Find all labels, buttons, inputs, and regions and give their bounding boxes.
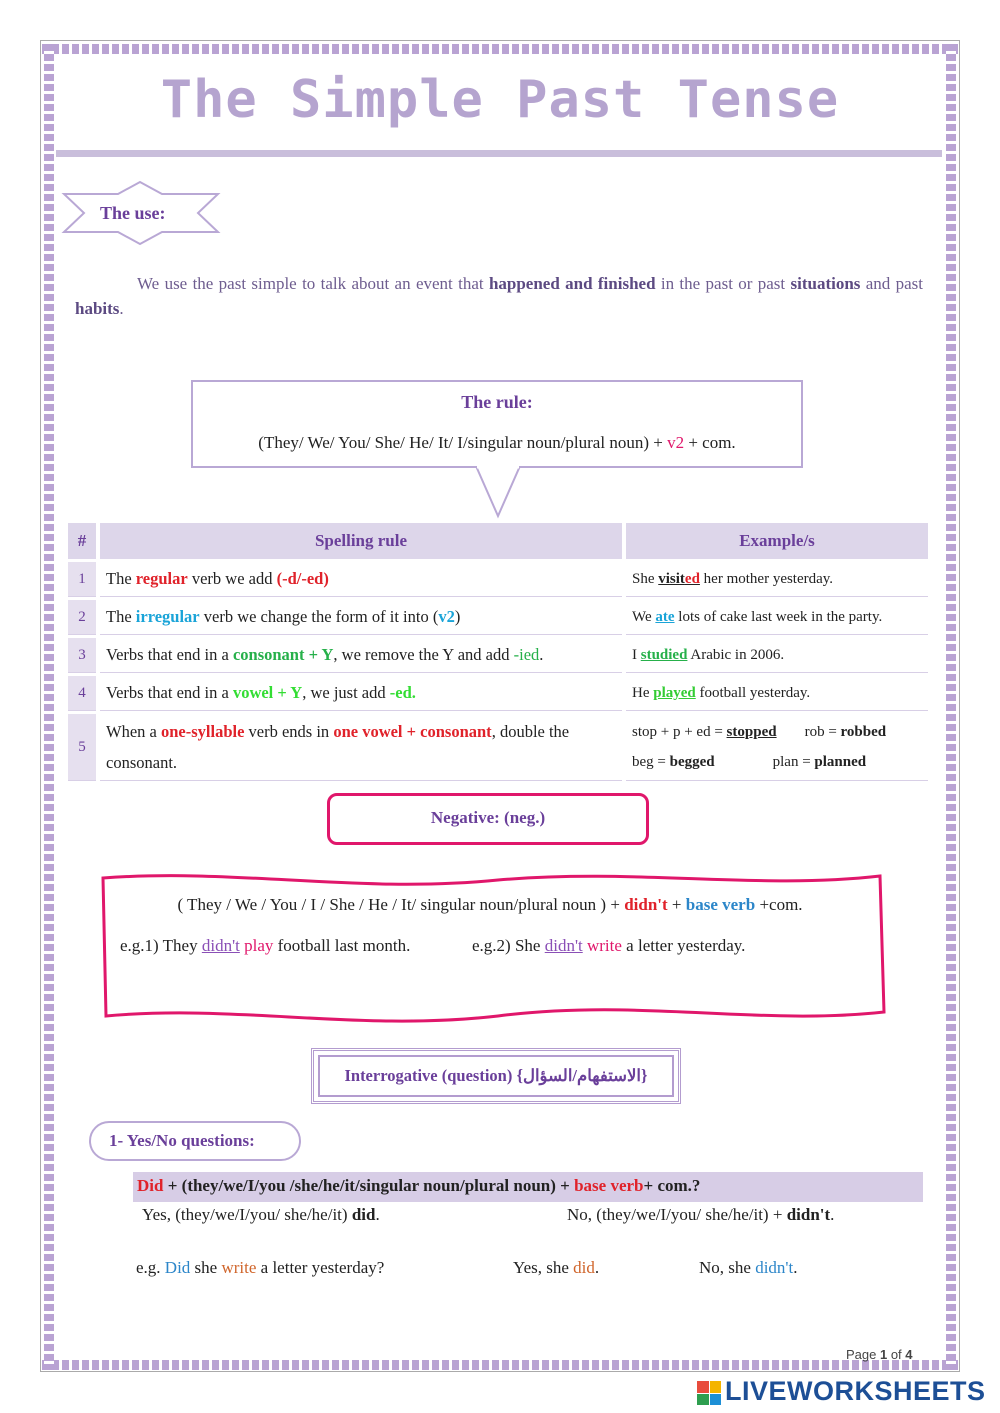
border-right [946, 44, 956, 1370]
rule-highlight: one vowel + consonant [333, 722, 492, 741]
rule-highlight: -ed. [389, 683, 416, 702]
use-text-1: We use the past simple to talk about an event that [137, 274, 489, 293]
short-answer-yes [142, 1205, 380, 1225]
page-text: Page [846, 1347, 880, 1362]
example-text: her mother yesterday. [699, 570, 834, 587]
eg-text: e.g.2) She [472, 936, 545, 955]
rule-text: verb we add [187, 569, 277, 588]
rule-callout [191, 380, 803, 468]
rule-cell [100, 638, 622, 673]
example-answer-no [699, 1258, 797, 1278]
rule-highlight: irregular [135, 607, 200, 626]
q-base-verb: base verb [574, 1176, 644, 1195]
border-top [42, 44, 958, 54]
border-bottom [42, 1360, 958, 1370]
eg-text: No, she [699, 1258, 756, 1277]
neg-didnt: didn't [624, 895, 668, 914]
question-formula [133, 1172, 923, 1202]
ans-text: . [830, 1205, 835, 1224]
rule-text: When a [106, 722, 161, 741]
page-text: of [887, 1347, 906, 1362]
eg-text: e.g.1) They [120, 936, 202, 955]
page-number [846, 1347, 913, 1362]
example-verb: studied [640, 646, 688, 663]
neg-com: +com. [755, 895, 803, 914]
table-row [68, 714, 928, 781]
eg-text: she [190, 1258, 222, 1277]
table-header-rule: Spelling rule [100, 523, 622, 559]
page-title: The Simple Past Tense [160, 70, 840, 130]
rule-highlight: vowel + Y [232, 683, 303, 702]
rule-cell [100, 676, 622, 711]
eg-text: a letter yesterday? [256, 1258, 385, 1277]
page-current: 1 [879, 1347, 888, 1362]
rule-text: The [106, 607, 136, 626]
rule-text: , we just add [302, 683, 390, 702]
example-text: rob = [804, 724, 841, 740]
eg-verb: write [586, 936, 622, 955]
eg-text: . [594, 1258, 600, 1277]
example-verb: visit [658, 570, 685, 587]
rule-cell [100, 714, 622, 781]
table-row [68, 600, 928, 635]
table-header-example: Example/s [626, 523, 928, 559]
eg-didnt: didn't [755, 1258, 794, 1277]
rule-highlight: (-d/-ed) [276, 569, 329, 588]
example-text: We [632, 608, 656, 625]
interrogative-heading-box: Interrogative (question) {الاستفهام/السؤال} [311, 1048, 681, 1104]
row-number: 4 [68, 676, 96, 711]
rule-highlight: one-syllable [160, 722, 245, 741]
example-verb: ate [655, 608, 675, 625]
use-text-4: . [119, 299, 124, 318]
example-text: Arabic in 2006. [687, 646, 785, 663]
example-verb: stopped [726, 724, 777, 740]
eg-text: football last month. [273, 936, 411, 955]
border-left [44, 44, 54, 1370]
example-cell [626, 714, 928, 781]
yesno-heading: 1- Yes/No questions: [89, 1121, 301, 1161]
example-verb: played [653, 684, 696, 701]
eg-did: Did [164, 1258, 191, 1277]
rule-highlight: regular [135, 569, 188, 588]
use-text-3: and past [860, 274, 924, 293]
example-verb: planned [814, 754, 867, 770]
rule-cell [100, 562, 622, 597]
use-bold-1: happened and finished [488, 274, 656, 293]
question-example [136, 1258, 384, 1278]
rule-title: The rule: [461, 392, 533, 412]
rule-highlight: v2 [438, 607, 455, 626]
ans-didnt: didn't [786, 1205, 831, 1224]
neg-plus: + [667, 895, 686, 914]
q-subjects: + (they/we/I/you /she/he/it/singular noun/plural noun) + [163, 1176, 575, 1195]
example-text: beg = [632, 754, 670, 770]
title-divider [56, 150, 942, 157]
eg-didnt: didn't [201, 936, 240, 955]
liveworksheets-logo-icon [697, 1381, 721, 1405]
rule-callout-pointer [474, 466, 522, 520]
negative-example-1 [120, 936, 410, 956]
eg-text: a letter yesterday. [621, 936, 746, 955]
neg-subjects: ( They / We / You / I / She / He / It/ singular noun/plural noun ) + [177, 895, 625, 914]
rule-text: . [539, 645, 544, 664]
example-text: stop + p + ed = [632, 724, 727, 740]
row-number: 2 [68, 600, 96, 635]
example-cell [626, 676, 928, 711]
example-cell [626, 638, 928, 673]
rule-text: Verbs that end in a [106, 683, 233, 702]
example-text: I [632, 646, 641, 663]
use-bold-2: situations [790, 274, 861, 293]
eg-did: did [573, 1258, 595, 1277]
page-total: 4 [905, 1347, 913, 1362]
negative-example-2 [472, 936, 745, 956]
example-text: She [632, 570, 659, 587]
rule-formula [193, 433, 801, 453]
rule-text: , we remove the Y and add [333, 645, 514, 664]
use-label: The use: [100, 203, 166, 223]
use-bold-3: habits [75, 299, 120, 318]
example-verb: robbed [840, 724, 887, 740]
rule-text: verb ends in [244, 722, 334, 741]
use-text-2: in the past or past [655, 274, 791, 293]
rule-text: verb we change the form of it into ( [199, 607, 439, 626]
negative-formula [100, 895, 880, 915]
short-answer-no [567, 1205, 834, 1225]
table-row [68, 676, 928, 711]
example-text: lots of cake last week in the party. [674, 608, 883, 625]
eg-text: . [793, 1258, 798, 1277]
rule-highlight: -ied [513, 645, 540, 664]
liveworksheets-brand[interactable]: LIVEWORKSHEETS [725, 1376, 986, 1406]
q-com: + com.? [643, 1176, 701, 1195]
use-paragraph [75, 271, 923, 321]
row-number: 1 [68, 562, 96, 597]
example-text: He [632, 684, 654, 701]
rule-text: The [106, 569, 136, 588]
ans-did: did [351, 1205, 376, 1224]
eg-verb: write [221, 1258, 257, 1277]
rule-com: + com. [684, 433, 736, 452]
spelling-rules-table [64, 520, 932, 784]
row-number: 3 [68, 638, 96, 673]
example-text: football yesterday. [695, 684, 811, 701]
example-text: plan = [772, 754, 815, 770]
table-header-num: # [68, 523, 96, 559]
row-number: 5 [68, 714, 96, 781]
example-suffix: ed [684, 570, 700, 587]
rule-subjects: (They/ We/ You/ She/ He/ It/ I/singular noun/plural noun) + [258, 433, 668, 452]
table-row [68, 562, 928, 597]
rule-text: Verbs that end in a [106, 645, 233, 664]
rule-v2: v2 [667, 433, 685, 452]
example-verb: begged [669, 754, 715, 770]
rule-text: , double the consonant. [106, 722, 570, 772]
negative-heading-box: Negative: (neg.) [327, 793, 649, 845]
example-cell [626, 600, 928, 635]
example-cell [626, 562, 928, 597]
example-answer-yes [513, 1258, 599, 1278]
eg-verb: play [244, 936, 274, 955]
ans-text: . [375, 1205, 380, 1224]
q-did: Did [137, 1176, 164, 1195]
rule-cell [100, 600, 622, 635]
ans-text: Yes, (they/we/I/you/ she/he/it) [142, 1205, 352, 1224]
eg-didnt: didn't [544, 936, 583, 955]
rule-text: ) [454, 607, 461, 626]
example-line [632, 717, 927, 747]
rule-highlight: consonant + Y [232, 645, 334, 664]
neg-base-verb: base verb [685, 895, 756, 914]
ans-text: No, (they/we/I/you/ she/he/it) + [567, 1205, 787, 1224]
example-line [632, 747, 927, 777]
eg-text: e.g. [136, 1258, 165, 1277]
eg-text: Yes, she [513, 1258, 574, 1277]
table-row [68, 638, 928, 673]
